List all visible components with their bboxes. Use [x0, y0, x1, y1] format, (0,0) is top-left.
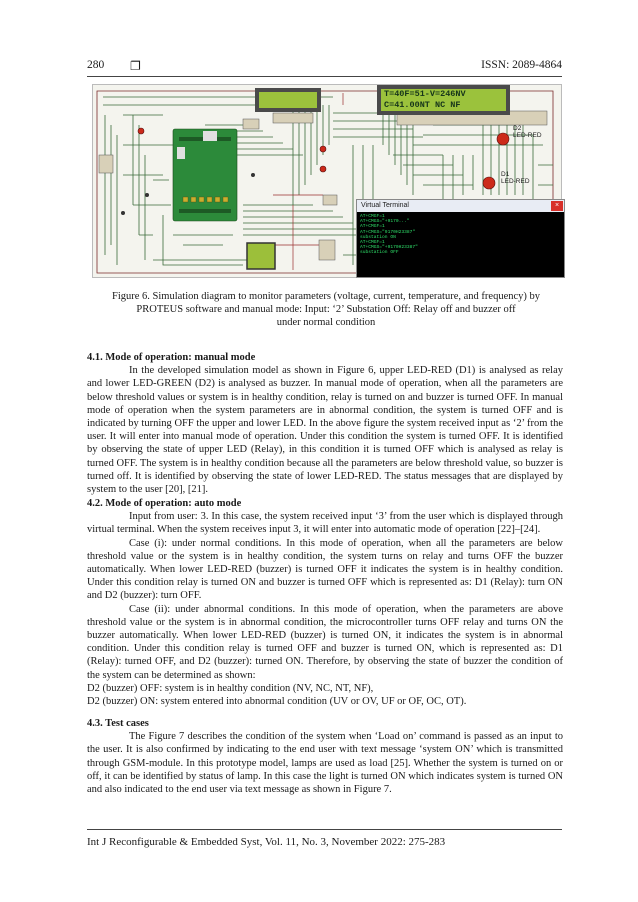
- paragraph: Case (i): under normal conditions. In this mode of operation, when all the parameters are below threshold value or the system is in healthy condition, the system turns on relay and turns OFF the buzzer automatically. When lower LED-RED (buzzer) is turned OFF it indicates the system is in healthy condition. Under this condition relay is turned ON and buzzer is turned OFF which is represented as: D1 (Relay): turn ON and D2 (buzzer): turn OFF.: [87, 537, 563, 602]
- section-4-2: [87, 497, 563, 708]
- terminal-line: substation OFF: [360, 250, 399, 256]
- section-heading: 4.2. Mode of operation: auto mode: [87, 498, 242, 509]
- paragraph: Input from user: 3. In this case, the system received input ‘3’ from the user which is displayed through virtual terminal. When the system receives input 3, it will enter into automatic mode of operation [22]–[24].: [87, 511, 563, 536]
- section-4-3: [87, 717, 563, 796]
- terminal-line: substation ON: [360, 234, 396, 240]
- section-heading: 4.1. Mode of operation: manual mode: [87, 352, 256, 363]
- led-d1-name: D1: [501, 171, 510, 178]
- caption-line: PROTEUS software and manual mode: Input: ‘2’ Substation Off: Relay off and buzzer off: [136, 304, 516, 315]
- lcd-right-line2: C=41.00NT NC NF: [384, 100, 461, 110]
- caption-line: Figure 6. Simulation diagram to monitor parameters (voltage, current, temperature, and frequency) by: [111, 291, 541, 302]
- terminal-line: AT+CMGF=1: [360, 240, 385, 246]
- terminal-line: AT+CMGF=1: [360, 224, 385, 230]
- led-d2-name: D2: [513, 125, 522, 132]
- paragraph: The Figure 7 describes the condition of the system when ‘Load on’ command is passed as an input to the user. It is also confirmed by indicating to the end user with text message ‘system ON’ which is transmitted through GSM-module. In this prototype model, lamps are used as load [25]. Whether the system is turned on or off, it can be identified by status of lamp. In this case the light is turned ON which indicates system is turned ON and also indicated to the end user via text message as shown in Figure 7.: [87, 731, 563, 796]
- list-line: D2 (buzzer) OFF: system is in healthy condition (NV, NC, NT, NF),: [87, 682, 374, 694]
- header-rule: [87, 76, 562, 77]
- lcd-display-right: [377, 85, 510, 115]
- footer-rule: [87, 829, 562, 830]
- led-d2-type: LED-RED: [513, 132, 542, 139]
- caption-line: under normal condition: [276, 317, 376, 328]
- terminal-line: AT+CMGS="+9170...": [360, 219, 410, 225]
- terminal-line: AT+CMGS="9170H23387": [360, 229, 416, 235]
- terminal-line: AT+CMGS="+9170H23387": [360, 245, 418, 251]
- virtual-terminal-window: [356, 199, 565, 278]
- virtual-terminal-title: Virtual Terminal: [361, 202, 409, 209]
- section-4-1: [87, 351, 563, 496]
- paragraph: In the developed simulation model as shown in Figure 6, upper LED-RED (D1) is analysed as relay and lower LED-GREEN (D2) is analysed as buzzer. In manual mode of operation, when all the parameters are below threshold values or system is in healthy condition, relay is turned on and buzzer is turned OFF. In manual mode of operation when the system parameters are in abnormal condition, the system is turned OFF and is indicated by turning OFF the upper and lower LED. In the above figure the system received input as ‘2’ from the user. It will enter into manual mode of operation. Under this condition the system is turned OFF. It is identified by observing the state of upper LED (Relay), in this condition it is turned OFF which is analysed as relay is turned OFF. The system is in healthy condition because all the parameters are below threshold value, so buzzer is turned off. It is identified by observing the state of lower LED-RED. The status messages that are displayed by system to the user [20], [21].: [87, 365, 564, 496]
- paragraph: Case (ii): under abnormal conditions. In this mode of operation, when the parameters are above threshold value or the system is in abnormal condition, the microcontroller turns OFF relay and turns ON the buzzer automatically. When lower LED-RED (buzzer) is turned ON, it indicates the system is in abnormal condition. Under this condition relay is turned OFF and buzzer is turned ON, which is represented as: D1 (Relay): turned OFF, and D2 (buzzer): turned ON. Therefore, by observing the state of buzzer the condition of the system can be determined as shown:: [87, 603, 563, 681]
- led-d2-label: [513, 125, 542, 139]
- checkbox-icon: ❐: [130, 59, 141, 73]
- led-d1-label: [501, 171, 530, 185]
- lcd-right-line1: T=40F=51-V=246NV: [384, 89, 466, 99]
- figure-caption: [100, 290, 552, 329]
- virtual-terminal-titlebar: [357, 200, 564, 212]
- terminal-line: AT+CMGF=1: [360, 214, 385, 219]
- led-d1-type: LED-RED: [501, 178, 530, 185]
- footer-citation: Int J Reconfigurable & Embedded Syst, Vol. 11, No. 3, November 2022: 275-283: [87, 836, 446, 848]
- list-line: D2 (buzzer) ON: system entered into abnormal condition (UV or OV, UF or OF, OC, OT).: [87, 696, 467, 708]
- section-heading: 4.3. Test cases: [87, 718, 149, 729]
- issn-label: ISSN: 2089-4864: [481, 59, 562, 71]
- lcd-display-left: [255, 88, 321, 112]
- page-number: 280: [87, 59, 105, 71]
- virtual-terminal-output: [357, 212, 564, 258]
- close-icon: ×: [551, 201, 563, 211]
